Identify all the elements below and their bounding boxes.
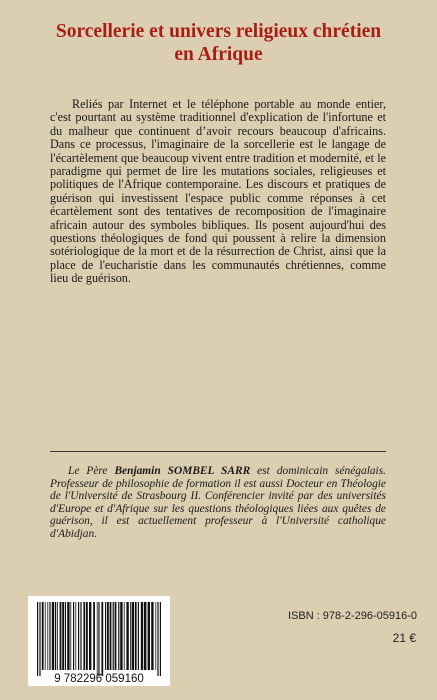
barcode-bar [67, 602, 69, 670]
barcode-guard-bar [97, 602, 98, 676]
author-bio-intro: Le Père [68, 465, 115, 477]
barcode-guard-bar [37, 602, 38, 676]
barcode-number: 9 782296 059160 [54, 673, 144, 685]
barcode-bar [120, 602, 122, 670]
barcode-guard-bar [98, 602, 99, 676]
barcode-bar [118, 602, 119, 670]
barcode-bar [138, 602, 139, 670]
barcode-bar [107, 602, 109, 670]
price: 21 € [392, 631, 416, 645]
barcode-bar [155, 602, 156, 670]
barcode-bar [132, 602, 134, 670]
barcode-bar [113, 602, 114, 670]
book-summary: Reliés par Internet et le téléphone portable au monde entier, c'est pourtant au système traditionnel d'explication de l'infortune et du malheur que continuent d’avoir recours beaucoup d'africains. Dans ce processus, l'imaginaire de la sorcellerie est le langage de l'écartèlement que beaucoup vivent entre tradition et modernité, et le paradigme qui permet de lire les mutations sociales, religieuses et politiques de l'Afrique contemporaine. Les discours et pratiques de guérison qui investissent l'espace public comme réponses à cet écartèlement sont des tentatives de recomposition de l'imaginaire africain autour des symboles bibliques. Ils posent aujourd'hui des questions théologiques de fond qui poussent à relire la dimension sotériologique de la mort et de la résurrection de Christ, ainsi que la place de l'eucharistie dans les communautés chrétiennes, comme lieu de guérison. [50, 97, 386, 286]
barcode-bar [60, 602, 62, 670]
author-name: Benjamin SOMBEL SARR [114, 465, 251, 477]
book-title-line-2: en Afrique [174, 44, 263, 65]
barcode-bar [110, 602, 112, 670]
barcode-bar [52, 602, 54, 670]
barcode-bar [124, 602, 125, 670]
barcode-guard-bar [157, 602, 158, 676]
barcode-bar [151, 602, 153, 670]
barcode-bar [130, 602, 131, 670]
barcode-bar [93, 602, 95, 670]
barcode-bar [86, 602, 88, 670]
barcode-bar [141, 602, 143, 670]
barcode-bar [80, 602, 81, 670]
barcode-guard-bar [160, 602, 161, 676]
barcode-bar [49, 602, 50, 670]
barcode-guard-bar [101, 602, 103, 676]
barcode-guard-bar [39, 602, 40, 676]
barcode-bar [57, 602, 58, 670]
barcode-bar [45, 602, 46, 670]
author-bio-text: est dominicain sénégalais. Professeur de philosophie de formation il est aussi Docteur en Théologie de l'Université de Strasbourg II. Conférencier invité par des universités d'Europe et d'Afrique sur les questions théologiques liées aux quêtes de guérison, il est actuellement professeur à l'Université catholique d'Abidjan. [50, 465, 386, 540]
barcode-bar [148, 602, 150, 670]
barcode-bar [78, 602, 79, 670]
book-title [20, 20, 417, 66]
barcode-bar [144, 602, 146, 670]
barcode-bar [73, 602, 74, 670]
isbn-number: ISBN : 978-2-296-05916-0 [287, 610, 417, 622]
barcode-graphic [28, 596, 170, 686]
barcode-bar [105, 602, 106, 670]
barcode-bar [65, 602, 66, 670]
barcode-bar [75, 602, 76, 670]
barcode-bar [83, 602, 85, 670]
barcode [28, 596, 170, 686]
book-title-line-1: Sorcellerie et univers religieux chrétien [55, 21, 382, 42]
barcode-bar [55, 602, 56, 670]
barcode-bar [70, 602, 71, 670]
barcode-bar [115, 602, 117, 670]
divider-line [50, 451, 386, 452]
barcode-bar [89, 602, 91, 670]
barcode-bar [62, 602, 64, 670]
barcode-bar [42, 602, 44, 670]
author-bio [50, 465, 386, 541]
barcode-bar [126, 602, 128, 670]
barcode-bars [37, 602, 161, 676]
barcode-bar [135, 602, 137, 670]
barcode-bar [47, 602, 48, 670]
